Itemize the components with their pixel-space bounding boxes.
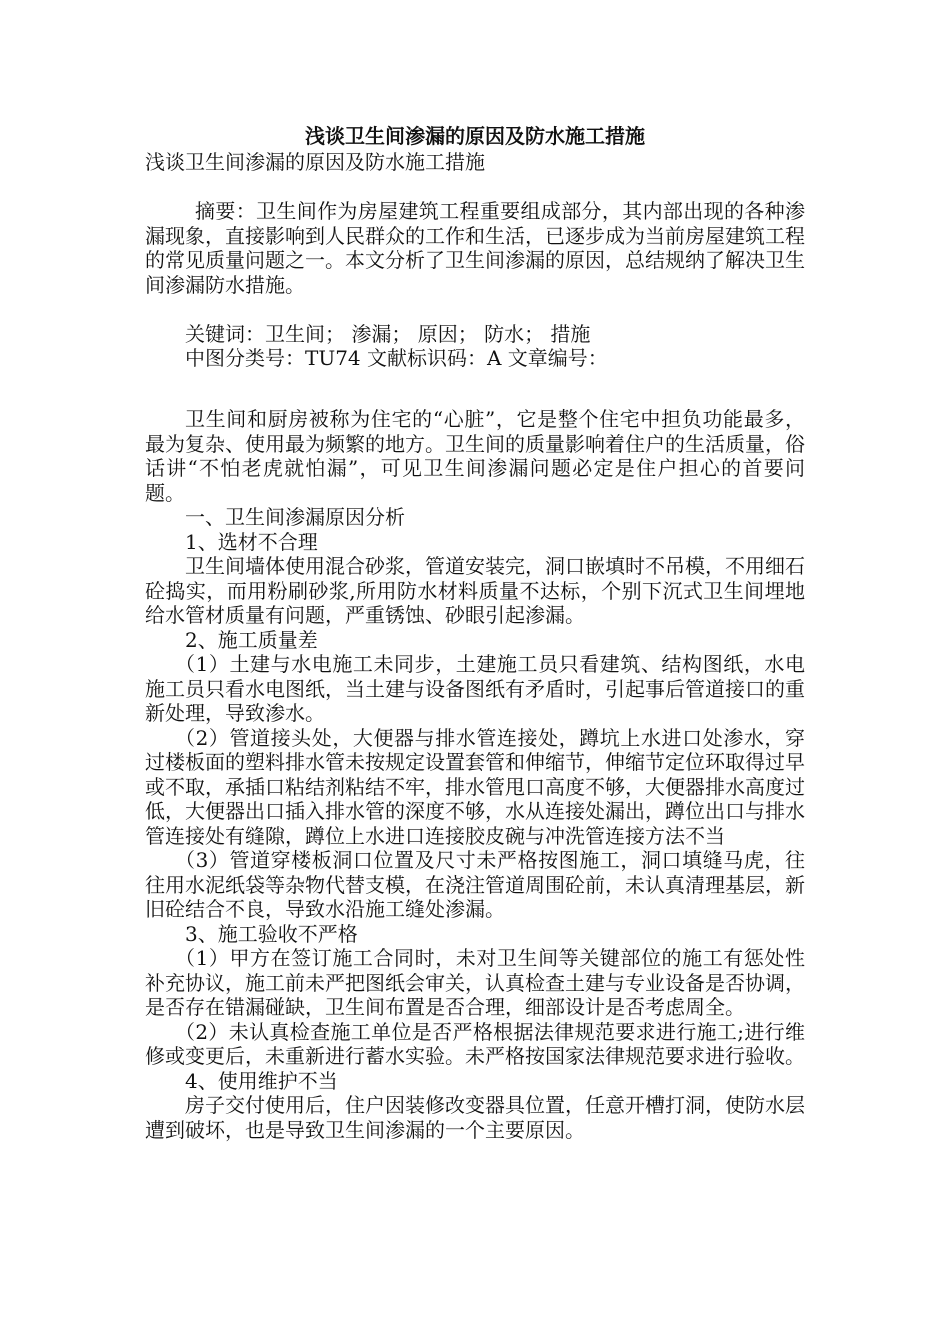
document-title: 浅谈卫生间渗漏的原因及防水施工措施 bbox=[305, 124, 645, 148]
document-subtitle: 浅谈卫生间渗漏的原因及防水施工措施 bbox=[145, 150, 485, 174]
paragraph: 卫生间墙体使用混合砂浆，管道安装完，洞口嵌填时不吊模，不用细石砼捣实，而用粉刷砂浆,所用防水材料质量不达标，个别下沉式卫生间埋地给水管材质量有问题，严重锈蚀、砂眼引起渗漏。 bbox=[145, 554, 805, 627]
spacer bbox=[145, 371, 805, 396]
subsection-heading: 4、使用维护不当 bbox=[185, 1068, 338, 1093]
section-heading: 一、卫生间渗漏原因分析 bbox=[185, 505, 405, 529]
spacer bbox=[145, 395, 805, 407]
paragraph: （1）土建与水电施工未同步，土建施工员只看建筑、结构图纸，水电施工员只看水电图纸，当土建与设备图纸有矛盾时，引起事后管道接口的重新处理，导致渗水。 bbox=[145, 652, 805, 725]
classification-line: 中图分类号：TU74 文献标识码：A 文章编号： bbox=[185, 346, 608, 370]
paragraph: （2）管道接头处，大便器与排水管连接处，蹲坑上水进口处渗水，穿过楼板面的塑料排水管未按规定设置套管和伸缩节，伸缩节定位环取得过早或不取，承插口粘结剂粘结不牢，排水管甩口高度不够，大便器排水高度过低，大便器出口插入排水管的深度不够，水从连接处漏出，蹲位出口与排水管连接处有缝隙，蹲位上水进口连接胶皮碗与冲洗管连接方法不当 bbox=[145, 725, 805, 848]
document-body bbox=[145, 150, 805, 1142]
keywords-line: 关键词：卫生间； 渗漏； 原因； 防水； 措施 bbox=[185, 321, 591, 346]
intro-paragraph: 卫生间和厨房被称为住宅的“心脏”，它是整个住宅中担负功能最多，最为复杂、使用最为频繁的地方。卫生间的质量影响着住户的生活质量，俗话讲“不怕老虎就怕漏”，可见卫生间渗漏问题必定是住户担心的首要问题。 bbox=[145, 407, 805, 505]
spacer bbox=[145, 297, 805, 322]
paragraph: （2）未认真检查施工单位是否严格根据法律规范要求进行施工;进行维修或变更后，未重新进行蓄水实验。未严格按国家法律规范要求进行验收。 bbox=[145, 1019, 805, 1068]
spacer bbox=[145, 175, 805, 200]
subsection-heading: 1、选材不合理 bbox=[185, 529, 318, 554]
paragraph: （3）管道穿楼板洞口位置及尺寸未严格按图施工，洞口填缝马虎，往往用水泥纸袋等杂物代替支模，在浇注管道周围砼前，未认真清理基层，新旧砼结合不良，导致水沿施工缝处渗漏。 bbox=[145, 848, 805, 921]
subsection-heading: 2、施工质量差 bbox=[185, 627, 318, 652]
paragraph: 房子交付使用后，住户因装修改变器具位置，任意开槽打洞，使防水层遭到破坏，也是导致卫生间渗漏的一个主要原因。 bbox=[145, 1093, 805, 1142]
abstract-paragraph: 摘要：卫生间作为房屋建筑工程重要组成部分，其内部出现的各种渗漏现象，直接影响到人民群众的工作和生活，已逐步成为当前房屋建筑工程的常见质量问题之一。本文分析了卫生间渗漏的原因，总结规纳了解决卫生间渗漏防水措施。 bbox=[145, 199, 805, 297]
subsection-heading: 3、施工验收不严格 bbox=[185, 921, 358, 946]
paragraph: （1）甲方在签订施工合同时，未对卫生间等关键部位的施工有惩处性补充协议，施工前未严把图纸会审关，认真检查土建与专业设备是否协调，是否存在错漏碰缺，卫生间布置是否合理，细部设计是否考虑周全。 bbox=[145, 946, 805, 1019]
